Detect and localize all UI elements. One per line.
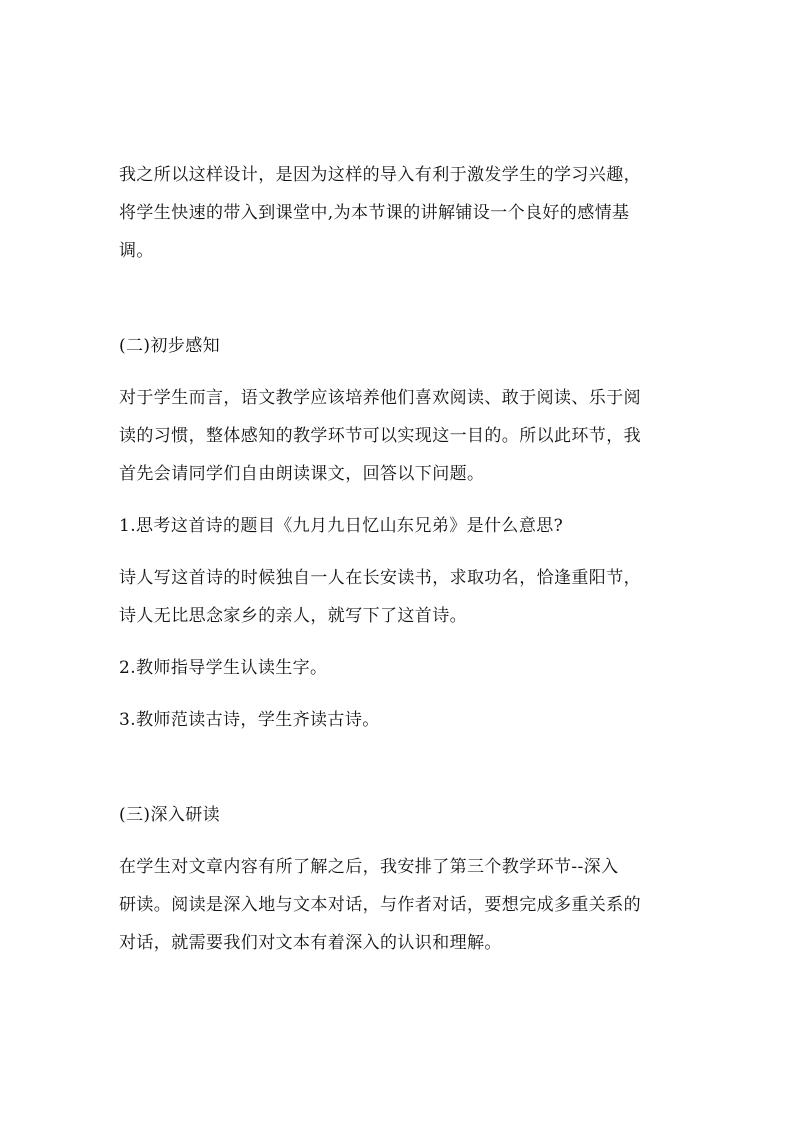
text-line: 我之所以这样设计，是因为这样的导入有利于激发学生的学习兴趣， [119, 165, 641, 185]
answer-1 [119, 559, 684, 635]
text-line: 在学生对文章内容有所了解之后，我安排了第三个教学环节--深入 [119, 857, 619, 877]
text-line: 诗人写这首诗的时候独自一人在长安读书，求取功名，恰逢重阳节， [119, 568, 641, 588]
document-body [119, 156, 684, 962]
text-line: 首先会请同学们自由朗读课文，回答以下问题。 [119, 464, 485, 484]
section-heading-initial-perception: (二)初步感知 [119, 336, 221, 356]
text-line: 对话，就需要我们对文本有着深入的认识和理解。 [119, 933, 502, 953]
question-1: 1.思考这首诗的题目《九月九日忆山东兄弟》是什么意思? [119, 516, 564, 536]
text-line: 调。 [119, 241, 154, 261]
text-line: 研读。阅读是深入地与文本对话，与作者对话，要想完成多重关系的 [119, 895, 641, 915]
step-2: 2.教师指导学生认读生字。 [119, 658, 328, 678]
text-line: 读的习惯，整体感知的教学环节可以实现这一目的。所以此环节，我 [119, 426, 641, 446]
paragraph-deep-reading [119, 848, 684, 962]
step-3: 3.教师范读古诗，学生齐读古诗。 [119, 710, 380, 730]
text-line: 诗人无比思念家乡的亲人，就写下了这首诗。 [119, 606, 467, 626]
paragraph-design-rationale [119, 156, 684, 270]
paragraph-initial-perception [119, 379, 684, 493]
text-line: 将学生快速的带入到课堂中,为本节课的讲解铺设一个良好的感情基 [119, 203, 630, 223]
text-line: 对于学生而言，语文教学应该培养他们喜欢阅读、敢于阅读、乐于阅 [119, 388, 641, 408]
section-heading-deep-reading: (三)深入研读 [119, 805, 221, 825]
